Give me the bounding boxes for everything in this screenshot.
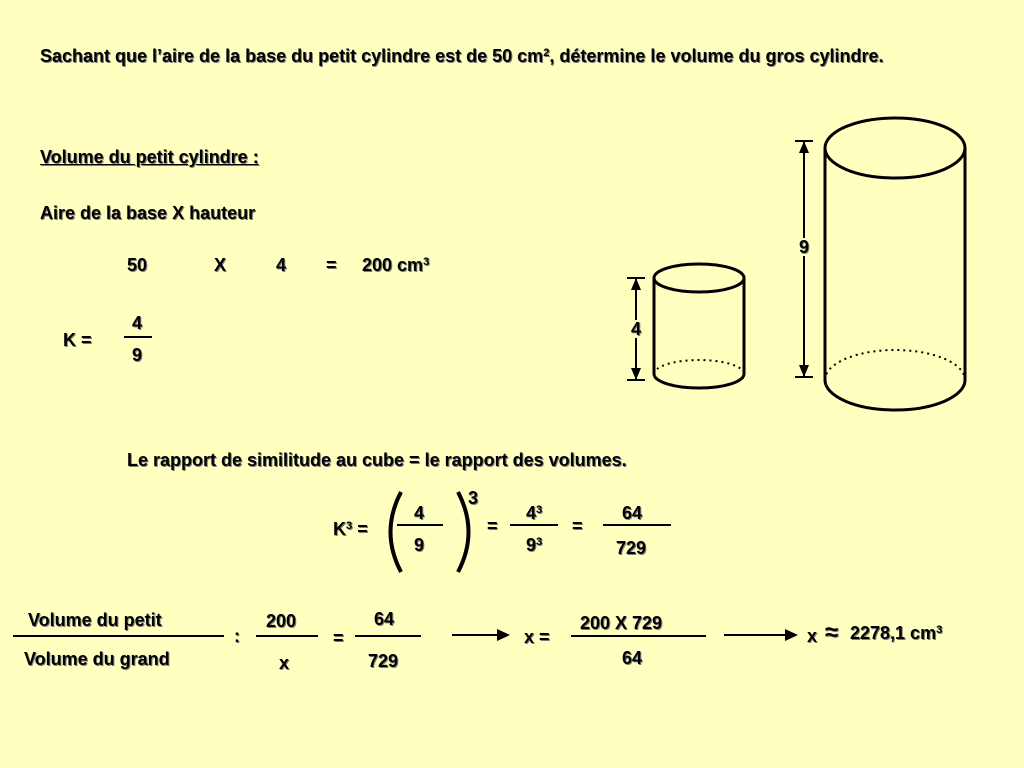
large-cylinder-base bbox=[825, 380, 965, 410]
x-denominator: 64 bbox=[622, 648, 643, 668]
similarity-rule: Le rapport de similitude au cube = le rapport des volumes. bbox=[127, 450, 627, 470]
x-fraction-bar bbox=[571, 635, 706, 637]
large-height-arrow bbox=[795, 141, 813, 377]
small-height-label: 4 bbox=[631, 319, 642, 339]
mid-fraction-bar bbox=[256, 635, 318, 637]
times-sign: X bbox=[214, 255, 227, 275]
right-denominator: 729 bbox=[368, 651, 399, 671]
large-height-label: 9 bbox=[799, 237, 810, 257]
problem-statement: Sachant que l’aire de la base du petit cylindre est de 50 $cm^2$, détermine le volume du gros cylindre. bbox=[40, 46, 884, 66]
proportion-equals: = bbox=[333, 628, 344, 648]
height-value: 4 bbox=[276, 255, 287, 275]
mid-numerator: 200 bbox=[266, 611, 297, 631]
k-cubed-frac-bar bbox=[397, 524, 443, 526]
pow-fraction-bar bbox=[510, 524, 558, 526]
final-answer: 2278,1 $cm^3$ bbox=[850, 623, 943, 643]
volume-formula: Aire de la base X hauteur bbox=[40, 203, 256, 223]
k-cubed-frac-den: 9 bbox=[414, 535, 425, 555]
k-label: K = bbox=[63, 330, 92, 350]
equals-sign-2: = bbox=[572, 516, 583, 536]
approx-sign: ≈ bbox=[825, 619, 839, 646]
colon-sign: : bbox=[234, 626, 240, 646]
large-cylinder-top bbox=[825, 118, 965, 178]
left-parenthesis bbox=[391, 492, 402, 572]
x-numerator: 200 X 729 bbox=[580, 613, 663, 633]
answer-x: x bbox=[807, 626, 818, 646]
base-area-value: 50 bbox=[127, 255, 148, 275]
right-fraction-bar bbox=[355, 635, 421, 637]
pow-numerator: $4^3$ bbox=[526, 503, 543, 523]
equals-sign: = bbox=[326, 255, 337, 275]
right-parenthesis bbox=[458, 492, 469, 572]
k-cubed-frac-num: 4 bbox=[414, 503, 425, 523]
right-numerator: 64 bbox=[374, 609, 395, 629]
small-volume-result: 200 $cm^3$ bbox=[362, 255, 430, 275]
mid-denominator: x bbox=[279, 653, 290, 673]
ratio-fraction-bar bbox=[13, 635, 224, 637]
k-numerator: 4 bbox=[132, 313, 143, 333]
small-cylinder-base bbox=[654, 374, 744, 388]
result-denominator: 729 bbox=[616, 538, 647, 558]
arrow-1-head bbox=[497, 629, 510, 641]
arrow-2-head bbox=[785, 629, 798, 641]
k-denominator: 9 bbox=[132, 345, 143, 365]
result-fraction-bar bbox=[603, 524, 671, 526]
k-fraction-bar bbox=[124, 336, 152, 338]
result-numerator: 64 bbox=[622, 503, 643, 523]
ratio-numerator-label: Volume du petit bbox=[28, 610, 162, 630]
k-cubed-label: $K^3$ = bbox=[333, 519, 368, 539]
cube-exponent: 3 bbox=[468, 488, 479, 508]
small-volume-heading: Volume du petit cylindre : bbox=[40, 147, 259, 167]
small-cylinder-top bbox=[654, 264, 744, 292]
ratio-denominator-label: Volume du grand bbox=[24, 649, 170, 669]
x-equals-label: x = bbox=[524, 627, 550, 647]
equals-sign-1: = bbox=[487, 516, 498, 536]
pow-denominator: $9^3$ bbox=[526, 535, 543, 555]
